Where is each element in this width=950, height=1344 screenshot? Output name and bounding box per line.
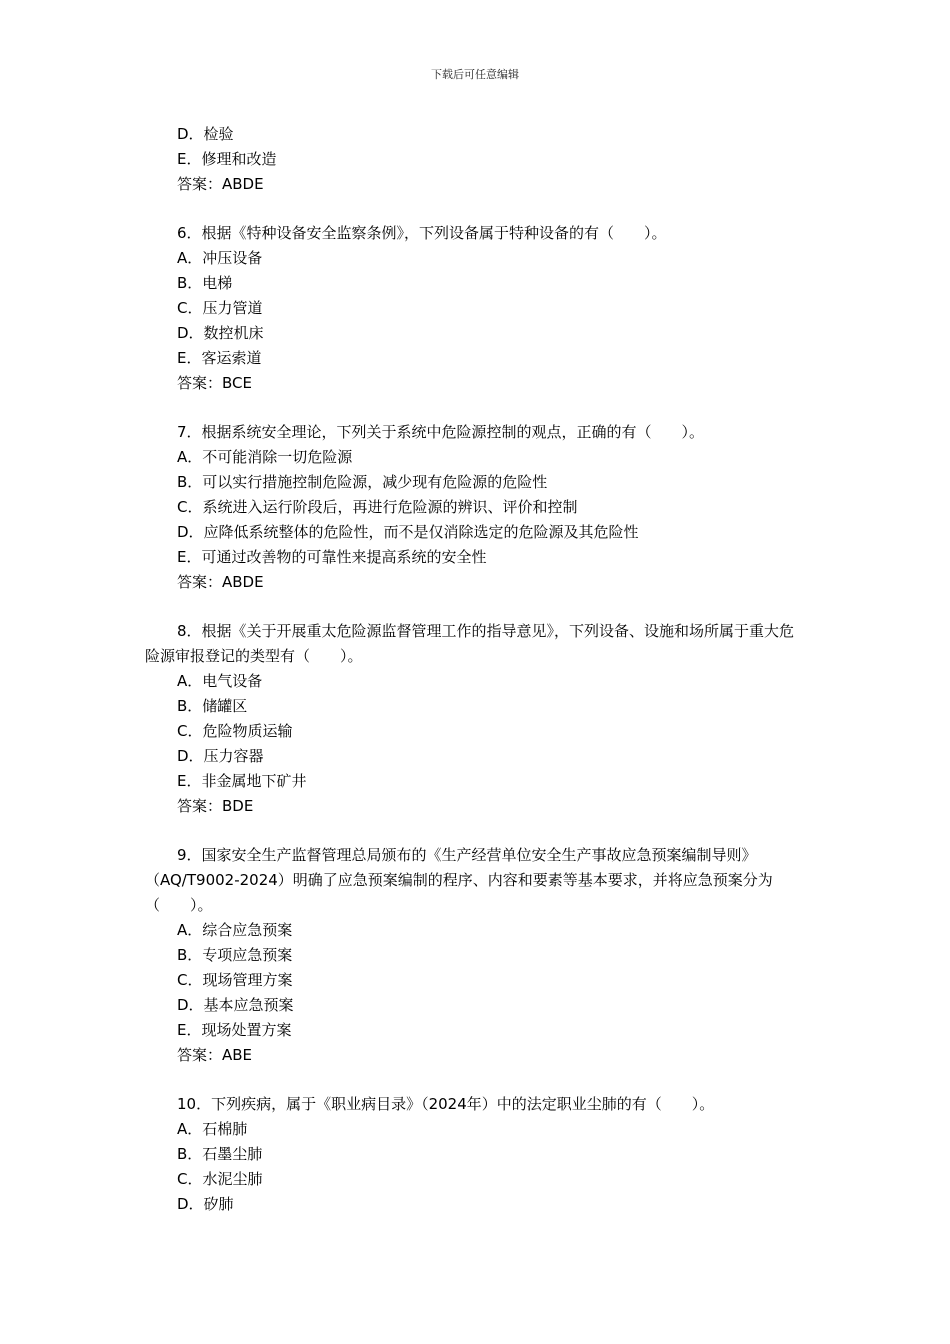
answer-line: 答案：BDE [177,797,254,815]
option-line: E．修理和改造 [177,150,277,168]
option-line: C．水泥尘肺 [177,1170,263,1188]
option-line: D．基本应急预案 [177,996,294,1014]
page-header: 下载后可任意编辑 [431,68,519,81]
answer-line: 答案：ABDE [177,573,264,591]
option-line: E．可通过改善物的可靠性来提高系统的安全性 [177,548,487,566]
option-line: B．储罐区 [177,697,248,715]
option-line: E．现场处置方案 [177,1021,292,1039]
option-line: A．石棉肺 [177,1120,248,1138]
option-line: C．系统进入运行阶段后，再进行危险源的辨识、评价和控制 [177,498,578,516]
option-line: D．应降低系统整体的危险性，而不是仅消除选定的危险源及其危险性 [177,523,639,541]
option-line: D．压力容器 [177,747,264,765]
answer-line: 答案：ABDE [177,175,264,193]
option-line: D．检验 [177,125,234,143]
question-stem: 10．下列疾病，属于《职业病目录》（2024年）中的法定职业尘肺的有（ ）。 [177,1095,715,1113]
question-stem: 9．国家安全生产监督管理总局颁布的《生产经营单位安全生产事故应急预案编制导则》（AQ/T9002-2024）明确了应急预案编制的程序、内容和要素等基本要求，并将应急预案分为（ ）。 [145,846,773,914]
answer-line: 答案：BCE [177,374,252,392]
option-line: E．非金属地下矿井 [177,772,307,790]
option-line: C．现场管理方案 [177,971,293,989]
document-body [145,122,800,1217]
option-line: A．冲压设备 [177,249,263,267]
option-line: B．石墨尘肺 [177,1145,263,1163]
question-stem: 6．根据《特种设备安全监察条例》，下列设备属于特种设备的有（ ）。 [177,224,667,242]
option-line: D．矽肺 [177,1195,234,1213]
option-line: B．专项应急预案 [177,946,293,964]
option-line: A．不可能消除一切危险源 [177,448,353,466]
option-line: B．电梯 [177,274,233,292]
option-line: B．可以实行措施控制危险源，减少现有危险源的危险性 [177,473,548,491]
option-line: C．危险物质运输 [177,722,293,740]
answer-line: 答案：ABE [177,1046,253,1064]
option-line: C．压力管道 [177,299,263,317]
option-line: A．综合应急预案 [177,921,293,939]
option-line: A．电气设备 [177,672,263,690]
question-stem: 7．根据系统安全理论，下列关于系统中危险源控制的观点，正确的有（ ）。 [177,423,705,441]
option-line: E．客运索道 [177,349,262,367]
option-line: D．数控机床 [177,324,264,342]
question-stem: 8．根据《关于开展重太危险源监督管理工作的指导意见》，下列设备、设施和场所属于重大危险源审报登记的类型有（ ）。 [145,622,795,665]
